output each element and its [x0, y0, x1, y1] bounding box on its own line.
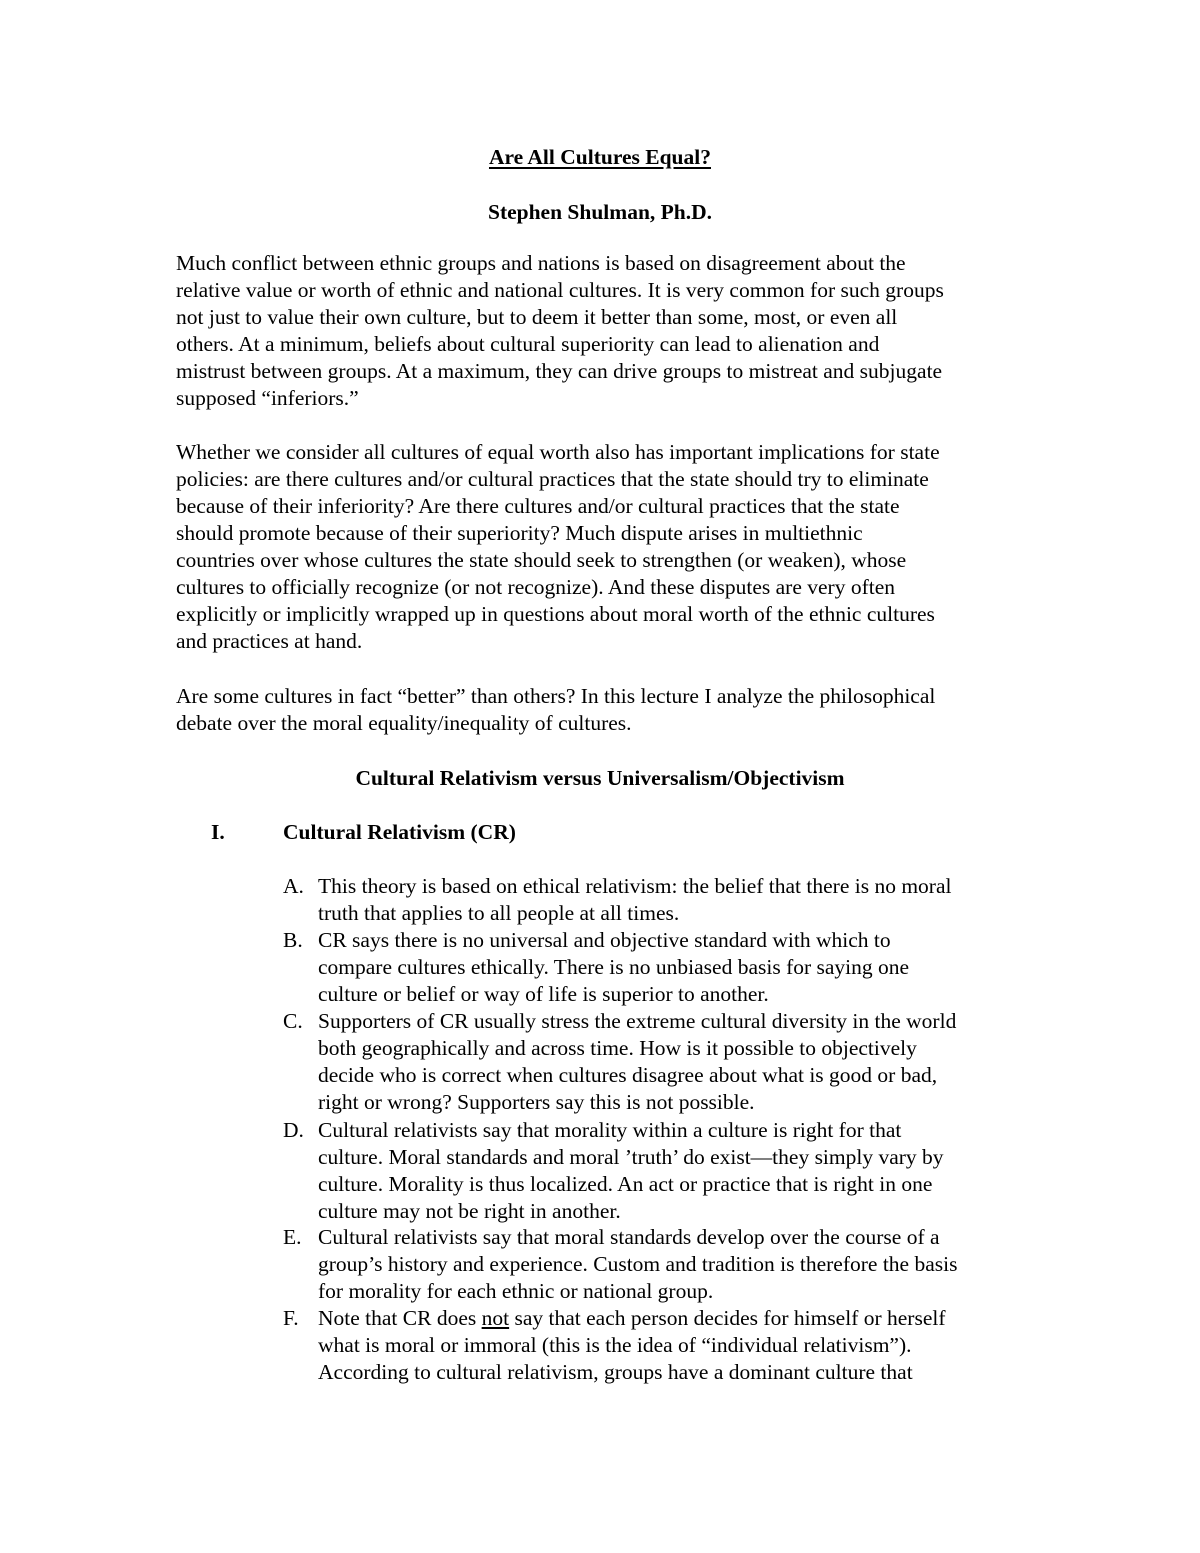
text-segment: say that each person decides for himself or herself what is moral or immoral (this is the idea of “individual relativism”). According to cultural relativism, groups have a dominant culture that [318, 1306, 946, 1384]
document-author: Stephen Shulman, Ph.D. [487, 200, 713, 224]
list-marker: E. [283, 1225, 302, 1249]
outline-heading: Cultural Relativism (CR) [283, 820, 516, 844]
text-segment: Note that CR does [318, 1306, 482, 1330]
list-item-text: Cultural relativists say that moral standards develop over the course of a group’s history and experience. Custom and tradition is therefore the basis for morality for each ethnic or national group. [318, 1225, 958, 1303]
list-marker: D. [283, 1118, 304, 1142]
emphasis-underline: not [481, 1306, 510, 1330]
outline-numeral: I. [211, 820, 225, 844]
section-heading: Cultural Relativism versus Universalism/Objectivism [355, 766, 845, 790]
list-marker: F. [283, 1306, 299, 1330]
list-item-text: Supporters of CR usually stress the extreme cultural diversity in the world both geographically and across time. How is it possible to objectively decide who is correct when cultures disagree about what is good or bad, right or wrong? Supporters say this is not possible. [318, 1009, 957, 1114]
list-item-text: Cultural relativists say that morality within a culture is right for that culture. Moral standards and moral ’truth’ do exist—they simply vary by culture. Morality is thus localized. An act or practice that is right in one culture may not be right in another. [318, 1118, 944, 1223]
document-title: Are All Cultures Equal? [488, 145, 711, 169]
intro-paragraph-3: Are some cultures in fact “better” than others? In this lecture I analyze the philosophical debate over the moral equality/inequality of cultures. [176, 684, 936, 735]
list-item-text: CR says there is no universal and objective standard with which to compare cultures ethically. There is no unbiased basis for saying one culture or belief or way of life is superior to another. [318, 928, 910, 1006]
intro-paragraph-1: Much conflict between ethnic groups and nations is based on disagreement about the relative value or worth of ethnic and national cultures. It is very common for such groups not just to value their own culture, but to deem it better than some, most, or even all others. At a minimum, beliefs about cultural superiority can lead to alienation and mistrust between groups. At a maximum, they can drive groups to mistreat and subjugate supposed “inferiors.” [176, 251, 944, 410]
list-marker: B. [283, 928, 303, 952]
list-marker: C. [283, 1009, 303, 1033]
list-marker: A. [283, 874, 304, 898]
list-item-text [318, 1305, 1048, 1386]
intro-paragraph-2: Whether we consider all cultures of equal worth also has important implications for state policies: are there cultures and/or cultural practices that the state should try to eliminate because of their inferiority? Are there cultures and/or cultural practices that the state should promote because of their superiority? Much dispute arises in multiethnic countries over whose cultures the state should seek to strengthen (or weaken), whose cultures to officially recognize (or not recognize). And these disputes are very often explicitly or implicitly wrapped up in questions about moral worth of the ethnic cultures and practices at hand. [176, 440, 940, 653]
list-item-text: This theory is based on ethical relativism: the belief that there is no moral truth that applies to all people at all times. [318, 874, 952, 925]
